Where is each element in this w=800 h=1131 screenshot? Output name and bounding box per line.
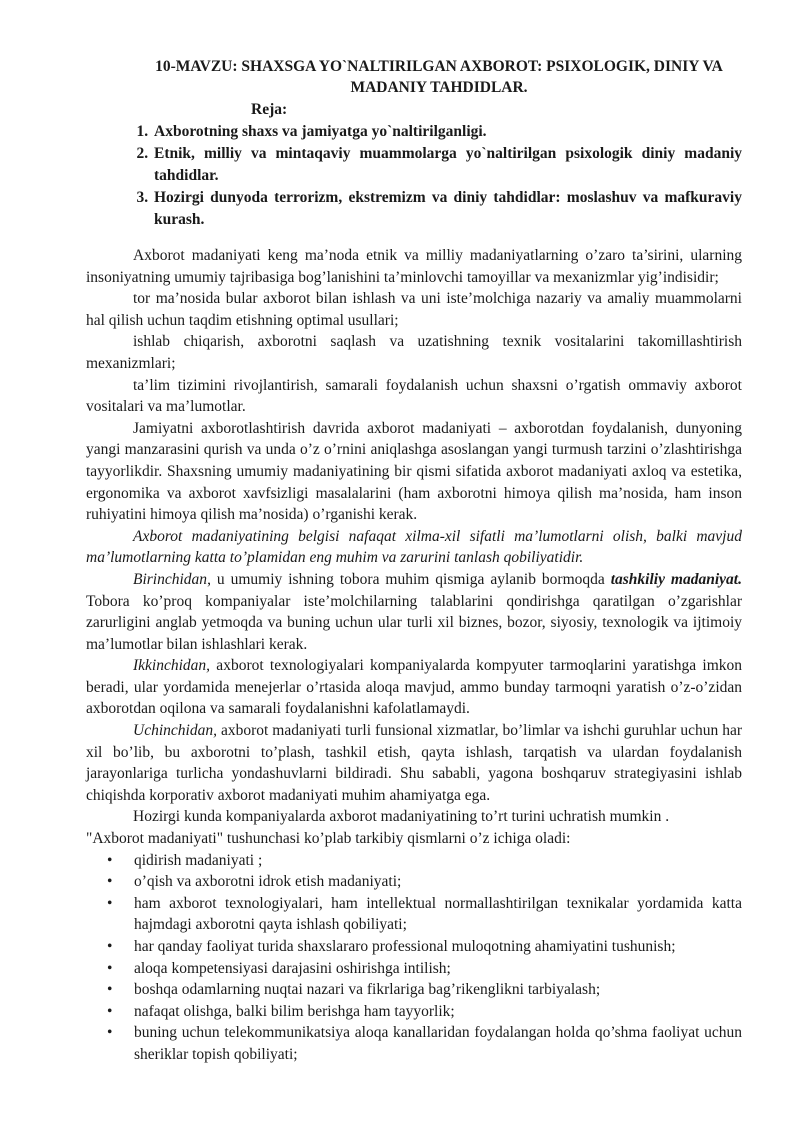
plan-item: 1. Axborotning shaxs va jamiyatga yo`naltirilganligi. (152, 121, 742, 143)
lead-word: Ikkinchidan, (133, 657, 211, 675)
paragraph (86, 655, 742, 720)
paragraph: ta’lim tizimini rivojlantirish, samarali foydalanish uchun shaxsni o’rgatish ommaviy axborot vositalari va ma’lumotlar. (86, 376, 742, 416)
paragraph (86, 720, 742, 806)
list-item: • buning uchun telekommunikatsiya aloqa kanallaridan foydalangan holda qo’shma faoliyat uchun sheriklar topish qobiliyati; (134, 1022, 742, 1065)
list-item: • boshqa odamlarning nuqtai nazari va fikrlariga bag’rikenglikni tarbiyalash; (134, 979, 742, 1001)
plan-item: 2. Etnik, milliy va mintaqaviy muammolarga yo`naltirilgan psixologik diniy madaniy tahdidlar. (152, 143, 742, 187)
lead-word: Uchinchidan, (133, 722, 217, 740)
list-item: • ham axborot texnologiyalari, ham intellektual normallashtirilgan texnikalar yordamida katta hajmdagi axborotni qayta ishlash qobiliyati; (134, 893, 742, 936)
lead-word: Birinchidan (133, 570, 208, 588)
paragraph: "Axborot madaniyati" tushunchasi ko’plab tarkibiy qismlarni o’z ichiga oladi: (86, 830, 571, 848)
paragraph-text: , u umumiy ishning tobora muhim qismiga aylanib bormoqda (207, 570, 611, 588)
document-title (136, 56, 742, 98)
paragraph: ishlab chiqarish, axborotni saqlash va uzatishning texnik vositalarini takomillashtirish mexanizmlari; (86, 333, 742, 372)
emphasis-term: tashkiliy madaniyat. (610, 570, 742, 588)
paragraph: tor ma’nosida bular axborot bilan ishlash va uni iste’molchiga nazariy va amaliy muammolarni hal qilish uchun taqdim etishning optimal usullari; (86, 290, 742, 329)
list-item: • o’qish va axborotni idrok etish madaniyati; (134, 871, 742, 893)
document-body (86, 245, 742, 1066)
document-page (86, 56, 742, 1066)
paragraph: Axborot madaniyati keng ma’noda etnik va milliy madaniyatlarning o’zaro ta’sirini, ularning insoniyatning umumiy tajribasiga bog’lanishini ta’minlovchi tamoyillar va mexanizmlar yig’indisidir; (86, 247, 742, 286)
paragraph: Hozirgi kunda kompaniyalarda axborot madaniyatining to’rt turini uchratish mumkin . (133, 808, 670, 826)
paragraph-text: axborot texnologiyalari kompaniyalarda kompyuter tarmoqlarini yaratishga imkon beradi, ular yordamida menejerlar o’rtasida aloqa mavjud, ammo bunday tarmoqni yaratish o’z-o’zidan axborotdan oqilona va samarali foydalanishni kafolatlamaydi. (86, 657, 742, 718)
list-item: • aloqa kompetensiyasi darajasini oshirishga intilish; (134, 958, 742, 980)
title-line-1: 10-MAVZU: SHAXSGA YO`NALTIRILGAN AXBOROT: PSIXOLOGIK, DINIY VA (155, 58, 723, 75)
paragraph: Jamiyatni axborotlashtirish davrida axborot madaniyati – axborotdan foydalanish, dunyoning yangi manzarasini qurish va unda o’z o’rnini aniqlashga asoslangan yangi turmush tarzini o’zlashtirishga tayyorlikdir. Shaxsning umumiy madaniyatining bir qismi sifatida axborot madaniyati axloq va estetika, ergonomika va axborot xavfsizligi masalalarini (ham axborotni himoya qilish ma’nosida, ham inson ruhiyatini himoya qilish ma’nosida) o’rganishi kerak. (86, 419, 742, 524)
list-item: • nafaqat olishga, balki bilim berishga ham tayyorlik; (134, 1001, 742, 1023)
paragraph-text: Tobora ko’proq kompaniyalar iste’molchilarning talablarini qondirishga qaratilgan o’zgarishlar zarurligini anglab yetmoqda va buning uchun ular turli xil biznes, bozor, siyosiy, texnologik va ijtimoiy ma’lumotlar bilan ishlashlari kerak. (86, 592, 742, 653)
plan-list (86, 121, 742, 231)
italic-text: Axborot madaniyatining belgisi nafaqat xilma-xil sifatli ma’lumotlarni olish, balki mavjud ma’lumotlarning katta to’plamidan eng muhim va zarurini tanlash qobiliyatidir. (86, 527, 742, 567)
paragraph (86, 569, 742, 655)
paragraph-text: axborot madaniyati turli funsional xizmatlar, bo’limlar va ishchi guruhlar uchun har xil bo’lib, bu axborotni to’plash, tashkil etish, qayta ishlash, tarqatish va ulardan foydalanish jarayonlariga turlicha yondashuvlarni bildiradi. Shu sababli, yagona boshqaruv strategiyasini ishlab chiqishda korporativ axborot madaniyati muhim ahamiyatga ega. (86, 722, 742, 804)
title-line-2: MADANIY TAHDIDLAR. (350, 79, 528, 96)
list-item: • qidirish madaniyati ; (134, 850, 742, 872)
plan-item: 3. Hozirgi dunyoda terrorizm, ekstremizm va diniy tahdidlar: moslashuv va mafkuraviy kurash. (152, 187, 742, 231)
list-item: • har qanday faoliyat turida shaxslararo professional muloqotning ahamiyatini tushunish; (134, 936, 742, 958)
paragraph-italic (86, 526, 742, 569)
bullet-list (86, 850, 742, 1066)
plan-heading: Reja: (251, 101, 288, 118)
